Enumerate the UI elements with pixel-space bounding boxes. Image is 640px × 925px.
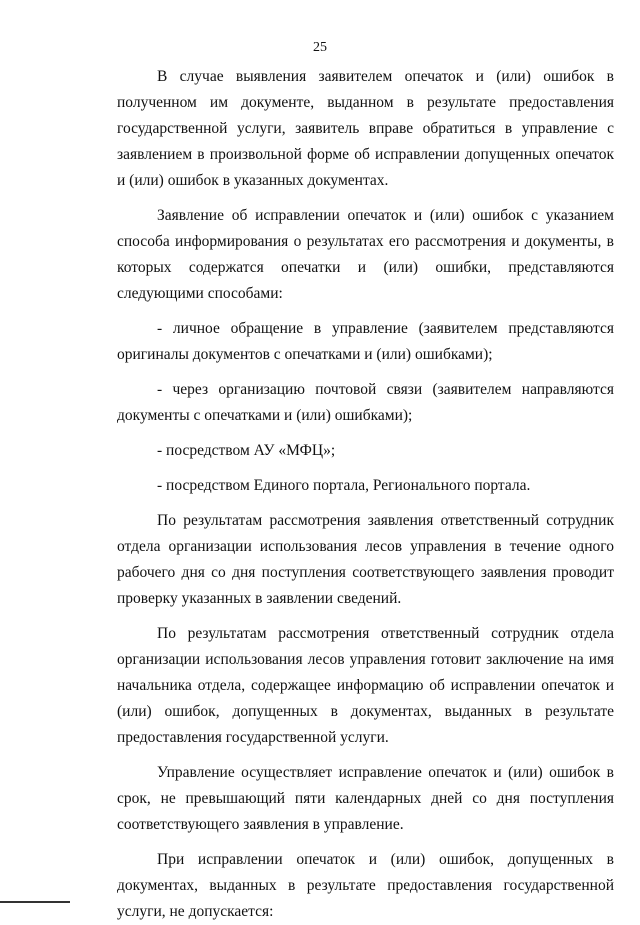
paragraph-verification: По результатам рассмотрения заявления ответственный сотрудник отдела организации использования лесов управления в течение одного рабочего дня со дня поступления соответствующего заявления проводит проверку указанных в заявлении сведений. xyxy=(117,512,614,607)
list-item-portals: - посредством Единого портала, Регионального портала. xyxy=(157,477,531,494)
scan-edge-line xyxy=(0,901,70,903)
paragraph-not-allowed: При исправлении опечаток и (или) ошибок, допущенных в документах, выданных в результате предоставления государственной услуги, не допускается: xyxy=(117,851,614,920)
list-item-mfc: - посредством АУ «МФЦ»; xyxy=(157,442,336,459)
list-item-personal-visit: - личное обращение в управление (заявителем представляются оригиналы документов с опечатками и (или) ошибками); xyxy=(117,320,614,363)
paragraph-application-methods: Заявление об исправлении опечаток и (или) ошибок с указанием способа информирования о результатах его рассмотрения и документы, в которых содержатся опечатки и (или) ошибки, представляются следующими способами: xyxy=(117,207,614,302)
paragraph-conclusion: По результатам рассмотрения ответственный сотрудник отдела организации использования лесов управления готовит заключение на имя начальника отдела, содержащее информацию об исправлении опечаток и (или) ошибок, допущенных в документах, выданных в результате предоставления государственной услуги. xyxy=(117,625,614,746)
paragraph-typo-correction-right: В случае выявления заявителем опечаток и (или) ошибок в полученном им документе, выданном в результате предоставления государственной услуги, заявитель вправе обратиться в управление с заявлением в произвольной форме об исправлении допущенных опечаток и (или) ошибок в указанных документах. xyxy=(117,68,614,189)
page-number: 25 xyxy=(313,40,327,55)
document-body xyxy=(117,64,614,925)
list-item-postal: - через организацию почтовой связи (заявителем направляются документы с опечатками и (или) ошибками); xyxy=(117,381,614,424)
paragraph-correction-deadline: Управление осуществляет исправление опечаток и (или) ошибок в срок, не превышающий пяти календарных дней со дня поступления соответствующего заявления в управление. xyxy=(117,764,614,833)
